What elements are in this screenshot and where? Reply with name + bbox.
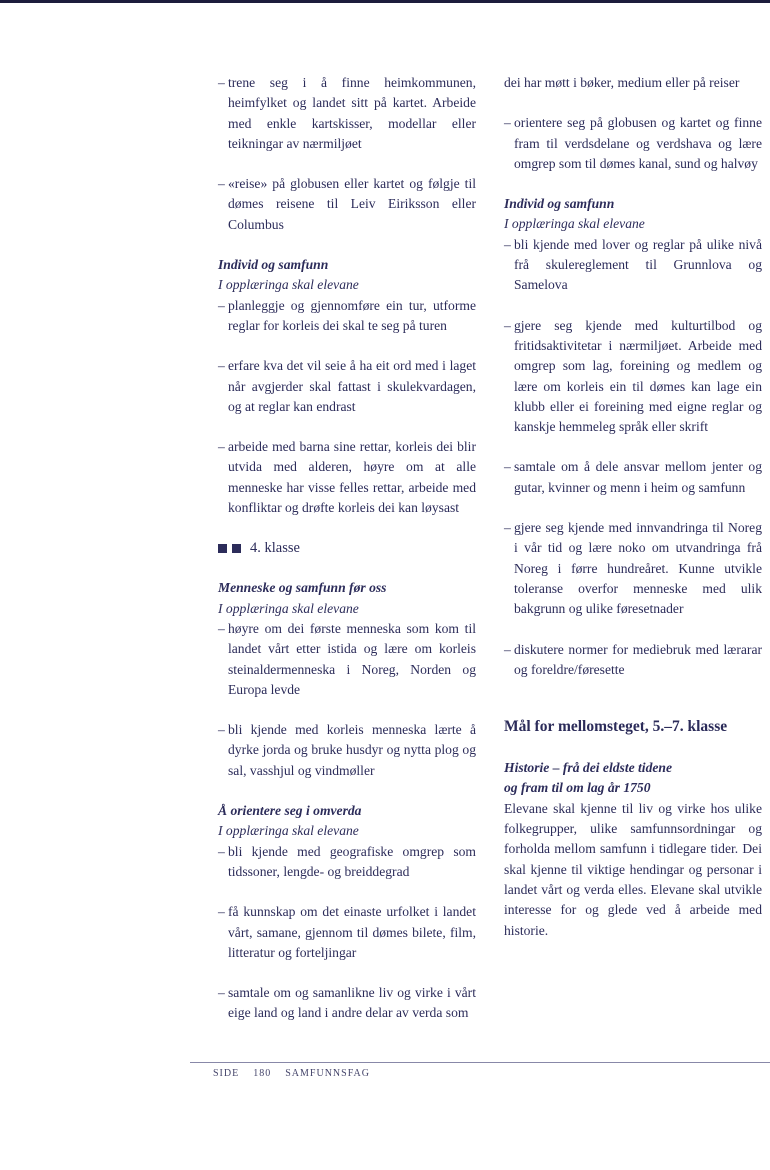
page-number: 180 bbox=[253, 1068, 272, 1079]
list-item: – gjere seg kjende med kulturtilbod og fritidsaktivitetar i nærmiljøet. Arbeide med omgrep som lag, foreining og medlem og lære om korleis ein til dømes kan lage ein klubb eller ei foreining med eigne reglar og kanskje hemmeleg språk eller skrift bbox=[504, 317, 762, 435]
list-item: – «reise» på globusen eller kartet og følgje til dømes reisene til Leiv Eiriksson eller Columbus bbox=[218, 176, 476, 232]
individ-section bbox=[218, 255, 476, 296]
page-footer bbox=[213, 1068, 384, 1079]
top-border bbox=[0, 0, 770, 3]
list-item: – samtale om og samanlikne liv og virke i vårt eige land og land i andre delar av verda som bbox=[218, 985, 476, 1021]
section-title: Mål for mellomsteget, 5.–7. klasse bbox=[504, 718, 728, 736]
list-item: – høyre om dei første menneska som kom til landet vårt etter istida og lære om korleis steinaldermenneska i Noreg, Norden og Europa levde bbox=[218, 620, 476, 697]
footer-side-label: SIDE bbox=[213, 1068, 240, 1079]
list-item: – trene seg i å finne heimkommunen, heimfylket og landet sitt på kartet. Arbeide med enkle kartskisser, modellar eller teikningar av nærmiljøet bbox=[218, 75, 476, 151]
list-item: – bli kjende med lover og reglar på ulike nivå frå skulereglement til Grunnlova og Samelova bbox=[504, 236, 762, 293]
section-subheading: I opplæringa skal elevane bbox=[504, 216, 645, 232]
list-item: – planleggje og gjennomføre ein tur, utforme reglar for korleis dei skal te seg på turen bbox=[218, 297, 476, 333]
section-heading: og fram til om lag år 1750 bbox=[504, 780, 651, 796]
list-item: – orientere seg på globusen og kartet og finne fram til verdsdelane og verdshava og lære omgrep som til dømes kanal, sund og halvøy bbox=[504, 115, 762, 171]
list-item: – samtale om å dele ansvar mellom jenter og gutar, kvinner og menn i heim og samfunn bbox=[504, 459, 762, 495]
individ-section bbox=[504, 194, 762, 235]
list-item-continuation: dei har møtt i bøker, medium eller på reiser bbox=[504, 75, 740, 90]
list-item: – gjere seg kjende med innvandringa til Noreg i vår tid og lære noko om utvandringa frå Noreg i førre hundreåret. Kunne utvikle toleranse overfor menneske med ulik bakgrunn og ulike føresetnader bbox=[504, 520, 762, 617]
list-item: – få kunnskap om det einaste urfolket i landet vårt, samane, gjennom til dømes bilete, film, litteratur og forteljingar bbox=[218, 904, 476, 960]
section-heading: Menneske og samfunn før oss bbox=[218, 580, 387, 596]
section-heading: Historie – frå dei eldste tidene bbox=[504, 760, 673, 776]
list-item: – bli kjende med korleis menneska lærte å dyrke jorda og bruke husdyr og nytta plog og sal, vasshjul og vindmøller bbox=[218, 722, 476, 778]
orientere-section bbox=[218, 801, 476, 842]
section-subheading: I opplæringa skal elevane bbox=[218, 277, 359, 293]
list-item: – erfare kva det vil seie å ha eit ord med i laget når avgjerder skal fattast i skulekvardagen, og at reglar kan endrast bbox=[218, 358, 476, 414]
grade-heading: 4. klasse bbox=[218, 538, 476, 558]
right-column bbox=[504, 73, 762, 941]
section-subheading: I opplæringa skal elevane bbox=[218, 823, 359, 839]
list-item: – arbeide med barna sine rettar, korleis dei blir utvida med alderen, høyre om at alle menneske har visse felles rettar, arbeide med konfliktar og drøfte korleis dei kan løysast bbox=[218, 439, 476, 516]
square-bullet-icon bbox=[218, 544, 227, 553]
footer-subject: SAMFUNNSFAG bbox=[285, 1068, 370, 1079]
footer-rule bbox=[190, 1062, 770, 1063]
section-subheading: I opplæringa skal elevane bbox=[218, 600, 359, 616]
section-heading: Individ og samfunn bbox=[218, 257, 329, 273]
paragraph: Elevane skal kjenne til liv og virke hos ulike folkegrupper, ulike samfunnsordningar og forholda mellom samfunn i tidlegare tider. Dei skal kjenne til viktige hendingar og personar i landet vårt og verda elles. Elevane skal utvikle interesse for og glede ved å arbeide med historie. bbox=[504, 800, 762, 938]
list-item: – bli kjende med geografiske omgrep som tidssoner, lengde- og breiddegrad bbox=[218, 843, 476, 879]
square-bullet-icon bbox=[232, 544, 241, 553]
section-heading: Å orientere seg i omverda bbox=[218, 803, 362, 819]
menneske-section bbox=[218, 578, 476, 619]
section-heading: Individ og samfunn bbox=[504, 196, 615, 212]
list-item: – diskutere normer for mediebruk med lærarar og foreldre/føresette bbox=[504, 641, 762, 677]
left-column bbox=[218, 73, 476, 1044]
